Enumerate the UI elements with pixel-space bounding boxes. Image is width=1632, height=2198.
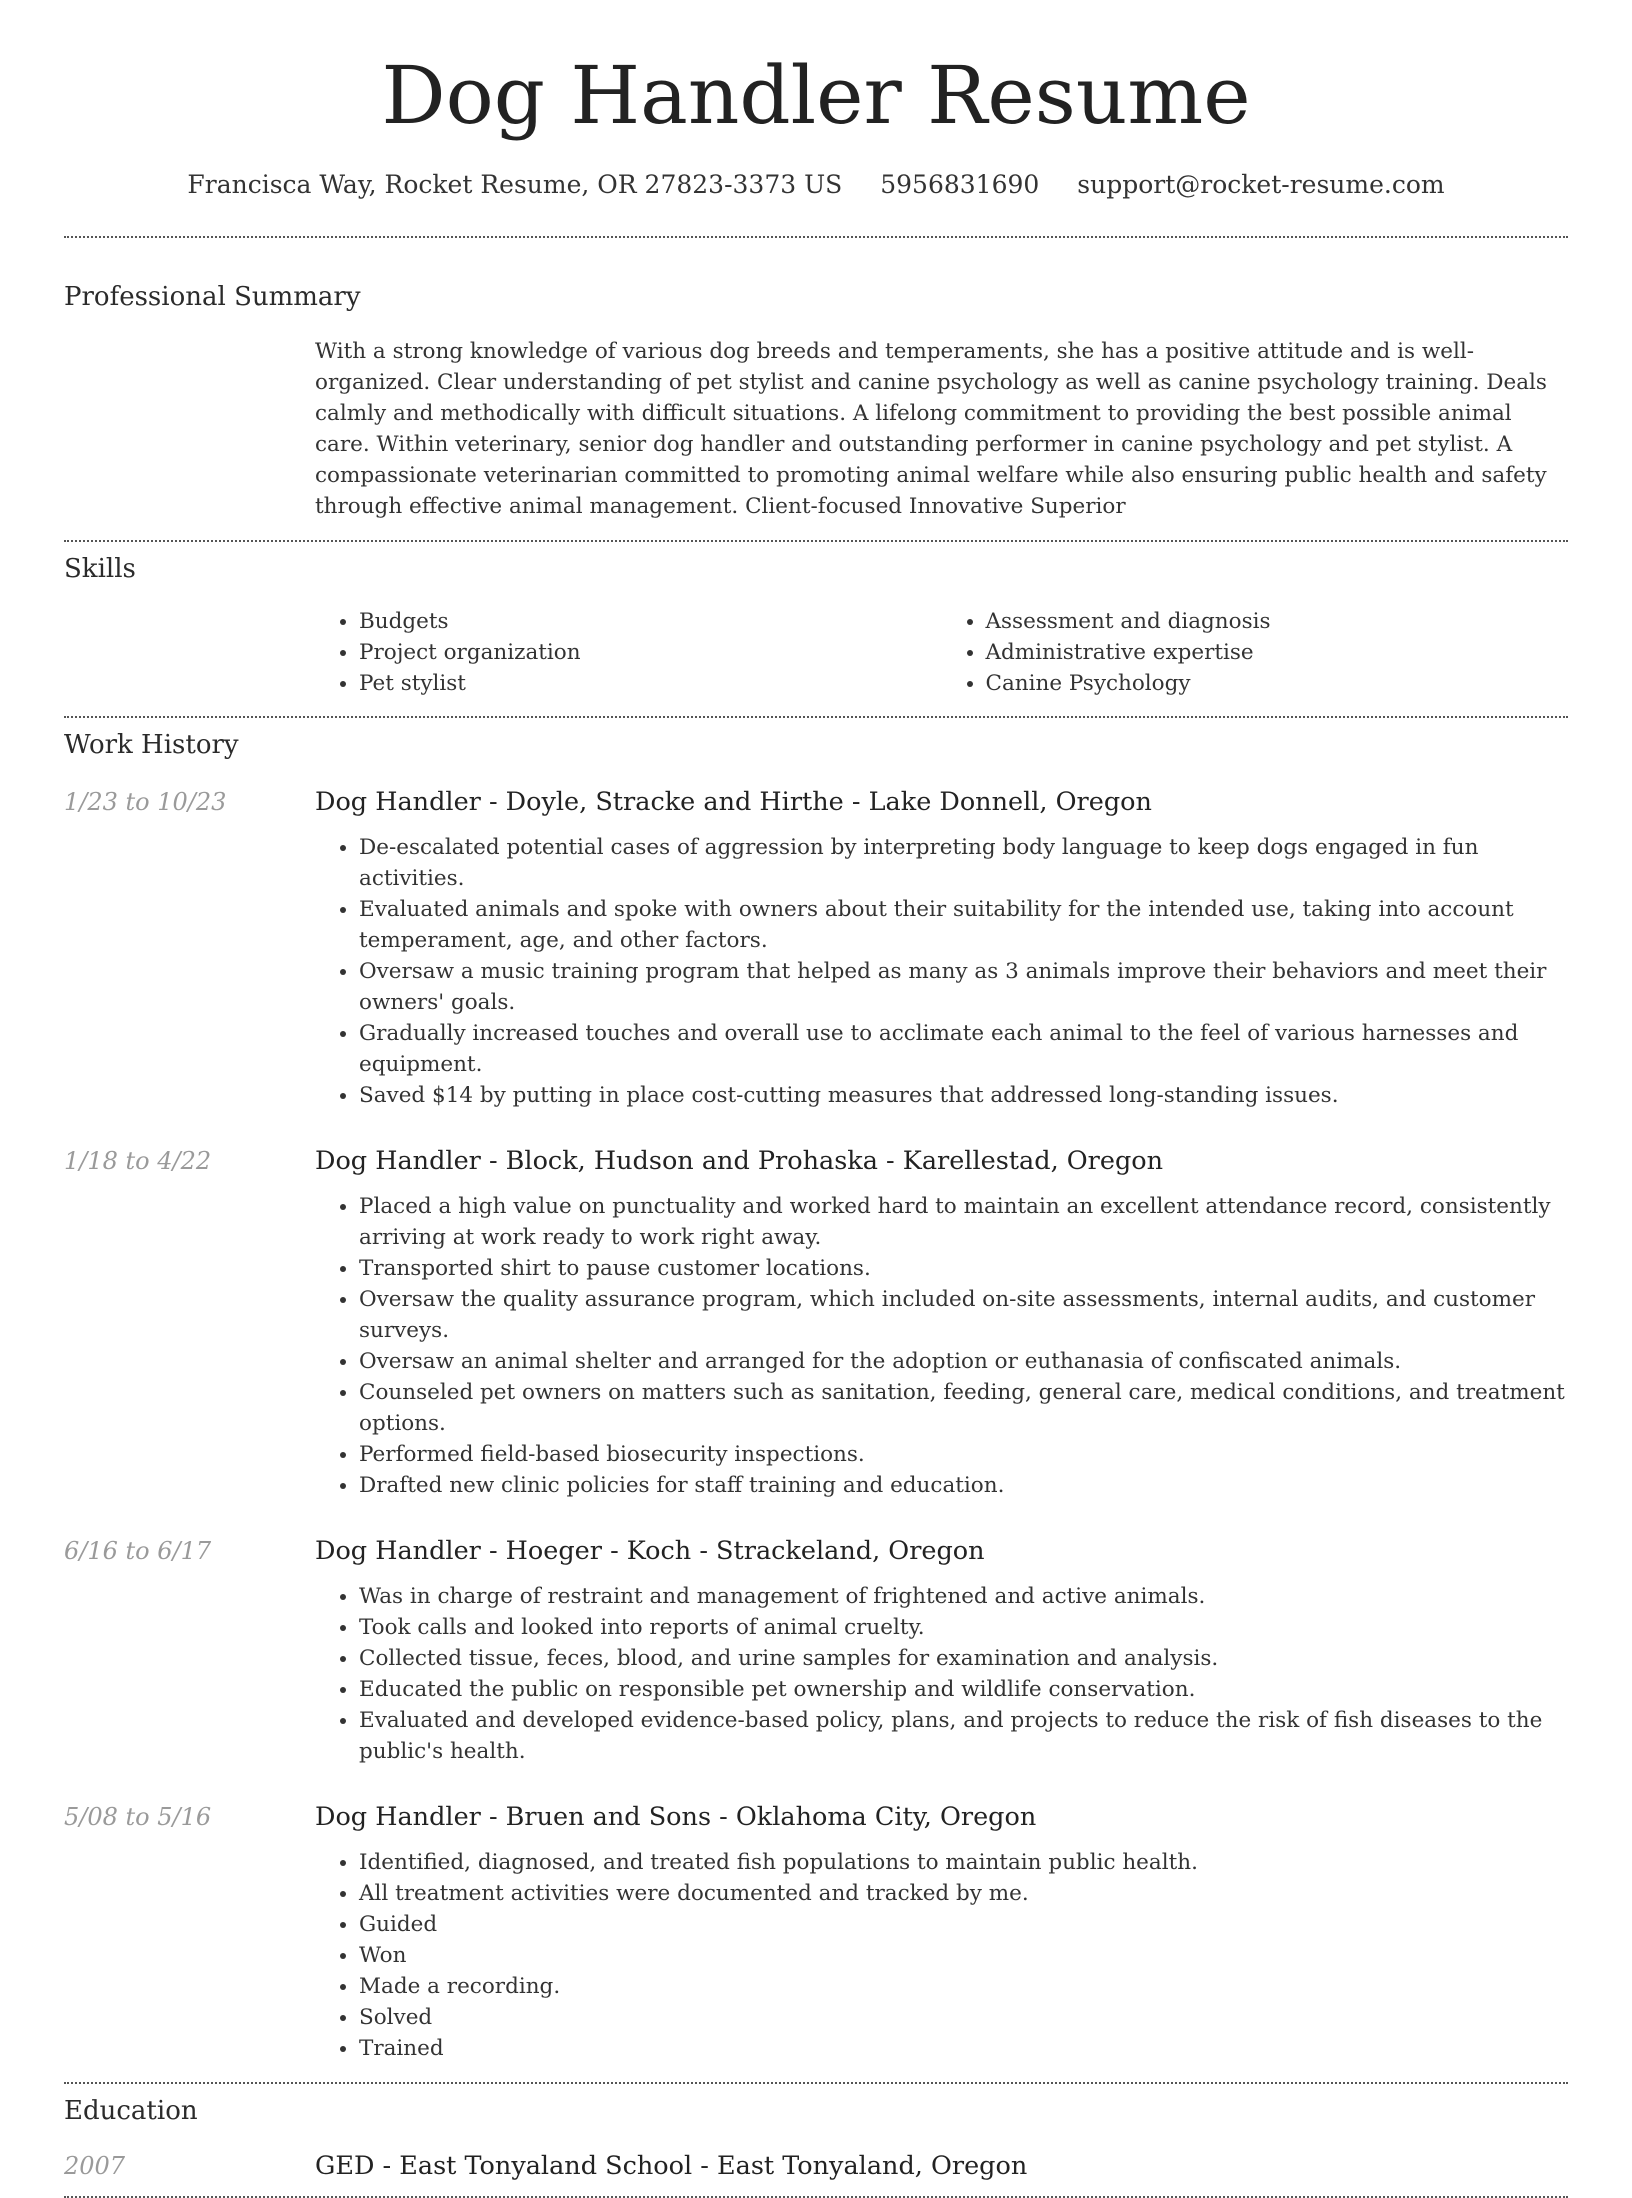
job-bullet: • Guided [359,1909,1568,1940]
skill-item: • Pet stylist [359,668,942,699]
job-bullet: • Trained [359,2033,1568,2064]
job-bullet: • Collected tissue, feces, blood, and urine samples for examination and analysis. [359,1643,1568,1674]
skill-item: • Assessment and diagnosis [986,606,1569,637]
contact-address: Francisca Way, Rocket Resume, OR 27823-3373 US [187,170,843,199]
contact-phone: 5956831690 [880,170,1040,199]
skills-grid [315,606,1568,699]
job-title: Dog Handler - Doyle, Stracke and Hirthe - Lake Donnell, Oregon [315,787,1152,817]
job-details [315,786,1568,1111]
skills-list-left [315,606,942,699]
skill-item: • Project organization [359,637,942,668]
education-details [315,2150,1568,2182]
skills-heading: Skills [64,554,136,584]
job-title: Dog Handler - Block, Hudson and Prohaska - Karellestad, Oregon [315,1146,1164,1176]
job-bullet: • All treatment activities were documented and tracked by me. [359,1878,1568,1909]
contact-email: support@rocket-resume.com [1077,170,1445,199]
job-details [315,1535,1568,1767]
job-bullet: • Made a recording. [359,1971,1568,2002]
work-section [64,730,1568,2064]
summary-text: With a strong knowledge of various dog breeds and temperaments, she has a positive attitude and is well-organized. Clear understanding of pet stylist and canine psychology as well as canine psychology training. Deals calmly and methodically with difficult situations. A lifelong commitment to providing the best possible animal care. Within veterinary, senior dog handler and outstanding performer in canine psychology and pet stylist. A compassionate veterinarian committed to promoting animal welfare while also ensuring public health and safety through effective animal management. Client-focused Innovative Superior [315,339,1547,519]
job-bullet: • Won [359,1940,1568,1971]
education-date: 2007 [64,2152,126,2180]
education-section [64,2096,1568,2182]
job-bullet: • Evaluated animals and spoke with owners about their suitability for the intended use, taking into account temperament, age, and other factors. [359,894,1568,956]
job-bullet: • Performed field-based biosecurity inspections. [359,1439,1568,1470]
job-bullet: • De-escalated potential cases of aggression by interpreting body language to keep dogs engaged in fun activities. [359,832,1568,894]
job-bullets [315,1581,1568,1767]
job-details [315,1801,1568,2064]
divider [64,2082,1568,2084]
work-heading: Work History [64,730,239,760]
job-bullet: • Identified, diagnosed, and treated fish populations to maintain public health. [359,1847,1568,1878]
job-entry [64,1535,1568,1767]
education-entry [64,2150,1568,2182]
job-entry [64,1801,1568,2064]
skill-item: • Budgets [359,606,942,637]
education-title: GED - East Tonyaland School - East Tonyaland, Oregon [315,2151,1028,2181]
contact-line [64,170,1568,200]
summary-heading: Professional Summary [64,282,361,312]
job-bullets [315,1191,1568,1501]
job-entry [64,786,1568,1111]
job-date: 6/16 to 6/17 [64,1537,212,1565]
job-bullet: • Was in charge of restraint and management of frightened and active animals. [359,1581,1568,1612]
page-title: Dog Handler Resume [381,49,1251,142]
job-bullet: • Took calls and looked into reports of animal cruelty. [359,1612,1568,1643]
job-bullet: • Gradually increased touches and overall use to acclimate each animal to the feel of various harnesses and equipment. [359,1018,1568,1080]
job-bullet: • Placed a high value on punctuality and worked hard to maintain an excellent attendance record, consistently arriving at work ready to work right away. [359,1191,1568,1253]
job-bullets [315,1847,1568,2064]
education-heading: Education [64,2096,198,2126]
job-bullet: • Transported shirt to pause customer locations. [359,1253,1568,1284]
job-title: Dog Handler - Hoeger - Koch - Strackeland, Oregon [315,1536,985,1566]
skills-section [64,554,1568,699]
job-title: Dog Handler - Bruen and Sons - Oklahoma City, Oregon [315,1802,1037,1832]
skills-list-right [942,606,1569,699]
job-bullet: • Oversaw a music training program that helped as many as 3 animals improve their behaviors and meet their owners' goals. [359,956,1568,1018]
job-bullet: • Evaluated and developed evidence-based policy, plans, and projects to reduce the risk of fish diseases to the public's health. [359,1705,1568,1767]
job-bullet: • Saved $14 by putting in place cost-cutting measures that addressed long-standing issues. [359,1080,1568,1111]
job-entry [64,1145,1568,1501]
job-bullet: • Oversaw the quality assurance program, which included on-site assessments, internal audits, and customer surveys. [359,1284,1568,1346]
job-bullet: • Educated the public on responsible pet ownership and wildlife conservation. [359,1674,1568,1705]
job-date: 1/23 to 10/23 [64,788,227,816]
job-bullet: • Drafted new clinic policies for staff training and education. [359,1470,1568,1501]
divider [64,716,1568,718]
job-details [315,1145,1568,1501]
job-date: 1/18 to 4/22 [64,1147,212,1175]
divider [64,236,1568,238]
job-date: 5/08 to 5/16 [64,1803,212,1831]
summary-section [64,282,1568,522]
job-bullet: • Oversaw an animal shelter and arranged for the adoption or euthanasia of confiscated animals. [359,1346,1568,1377]
divider [64,540,1568,542]
job-bullet: • Counseled pet owners on matters such as sanitation, feeding, general care, medical conditions, and treatment options. [359,1377,1568,1439]
job-bullet: • Solved [359,2002,1568,2033]
job-bullets [315,832,1568,1111]
skill-item: • Administrative expertise [986,637,1569,668]
skill-item: • Canine Psychology [986,668,1569,699]
